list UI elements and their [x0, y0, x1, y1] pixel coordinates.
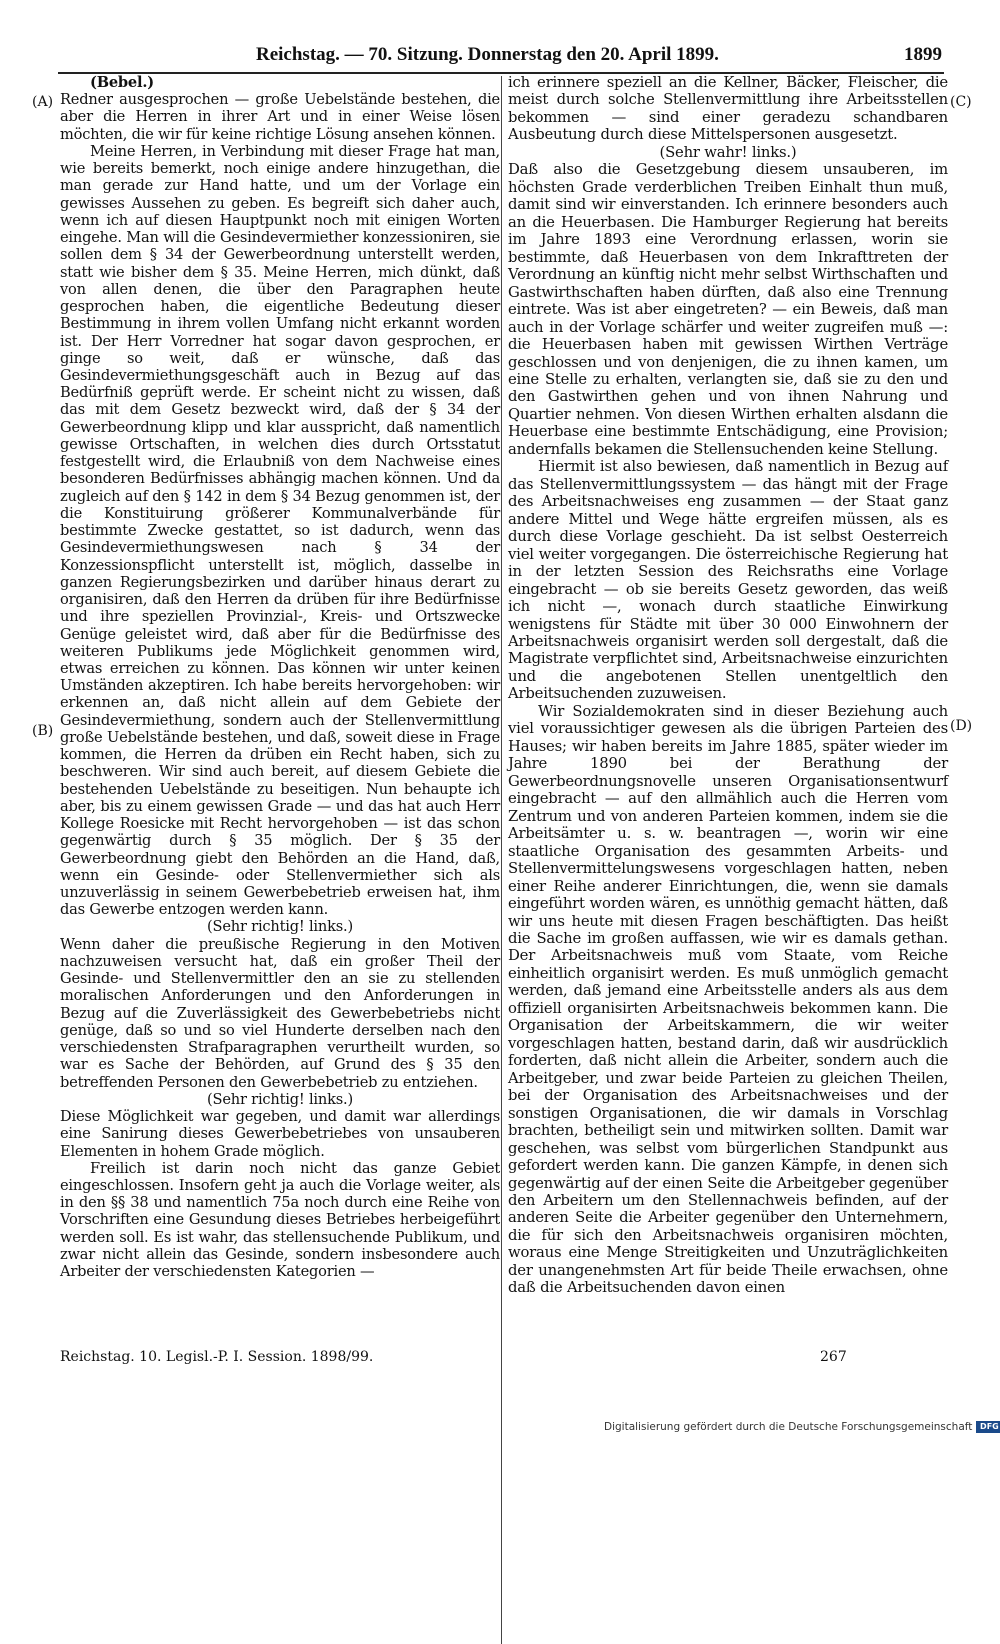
paragraph: Wir Sozialdemokraten sind in dieser Beziehung auch viel voraussichtiger gewesen als die übrigen Parteien des Hauses; wir haben bereits im Jahre 1885, später wieder im Jahre 1890 bei der Berathung der Gewerbeordnungsnovelle unseren Organisationsentwurf eingebracht — auf den allmählich auch die Herren vom Zentrum und von anderen Parteien kommen, indem sie die Arbeitsämter u. s. w. beantragen —, worin wir eine staatliche Organisation des gesammten Arbeits- und Stellenvermittelungswesens vorgeschlagen hatten, neben einer Reihe anderer Einrichtungen, die, wenn sie damals eingeführt worden wären, es unnöthig gemacht hätten, daß wir uns heute mit diesen Fragen beschäftigten. Das heißt die Sache im großen auffassen, wie wir es damals gethan. Der Arbeitsnachweis muß vom Staate, vom Reiche einheitlich organisirt werden. Es muß unmöglich gemacht werden, daß jemand eine Arbeitsstelle anders als aus dem offiziell organisirten Arbeitsnachweis bekommen kann. Die Organisation der Arbeitskammern, die wir weiter vorgeschlagen hatten, bestand darin, daß wir ausdrücklich forderten, daß nicht allein die Arbeiter, sondern auch die Arbeitgeber, und zwar beide Parteien zu gleichen Theilen, bei der Organisation des Arbeitsnachweises und der sonstigen Organisationen, die wir damals in Vorschlag brachten, betheiligt sein und mitwirken sollten. Damit war geschehen, was selbst vom bürgerlichen Standpunkt aus gefordert werden kann. Die ganzen Kämpfe, in denen sich gegenwärtig auf der einen Seite die Arbeitgeber gegenüber den Arbeitern um den Stellennachweis befinden, auf der anderen Seite die Arbeiter gegenüber den Unternehmern, die für sich den Arbeitsnachweis organisiren möchten, woraus eine Menge Streitigkeiten und Unzuträglichkeiten der unangenehmsten Art für beide Theile erwachsen, ohne daß die Arbeitsuchenden davon einen	[508, 702, 948, 1297]
running-title: Reichstag. — 70. Sitzung. Donnerstag den 20. April 1899.	[256, 44, 719, 65]
margin-marker-d: (D)	[950, 718, 973, 734]
paragraph: ich erinnere speziell an die Kellner, Bäcker, Fleischer, die meist durch solche Stellenvermittlung ihre Arbeitsstellen bekommen — sind einer geradezu schandbaren Ausbeutung durch diese Mittelspersonen ausgesetzt.	[508, 74, 948, 144]
paragraph: Diese Möglichkeit war gegeben, und damit war allerdings eine Sanirung dieses Gewerbebetriebes von unsauberen Elementen in hohem Grade möglich.	[60, 1108, 500, 1160]
digitization-credit	[604, 1420, 1000, 1434]
interjection: (Sehr richtig! links.)	[207, 1090, 353, 1108]
right-column	[508, 74, 948, 1297]
paragraph: Daß also die Gesetzgebung diesem unsauberen, im höchsten Grade verderblichen Treiben Einhalt thun muß, damit sind wir einverstanden. Ich erinnere besonders auch an die Heuerbasen. Die Hamburger Regierung hat bereits im Jahre 1893 eine Verordnung erlassen, worin sie bestimmte, daß Heuerbasen von dem Inkrafttreten der Verordnung an künftig nicht mehr selbst Wirthschaften und Gastwirthschaften haben dürften, daß also eine Trennung eintrete. Was ist aber eingetreten? — ein Beweis, daß man auch in der Vorlage schärfer und weiter zugreifen muß —: die Heuerbasen haben mit gewissen Wirthen Verträge geschlossen und von denjenigen, die zu ihnen kamen, um eine Stelle zu erhalten, verlangten sie, daß sie zu den und den Gastwirthen gehen und von ihnen Nahrung und Quartier nehmen. Von diesen Wirthen erhalten alsdann die Heuerbase eine bestimmte Entschädigung, eine Provision; andernfalls bekamen die Stellensuchenden keine Stellung.	[508, 161, 948, 458]
page-header	[60, 44, 942, 70]
speaker-name: (Bebel.)	[90, 74, 154, 91]
paragraph: Redner ausgesprochen — große Uebelstände bestehen, die aber die Herren in ihrer Art und in einer Weise lösen möchten, die wir für keine richtige Lösung ansehen können.	[60, 91, 500, 143]
margin-marker-c: (C)	[950, 94, 972, 110]
interjection: (Sehr wahr! links.)	[659, 143, 797, 161]
paragraph: Wenn daher die preußische Regierung in den Motiven nachzuweisen versucht hat, daß ein großer Theil der Gesinde- und Stellenvermittler den an sie zu stellenden moralischen Anforderungen und den Anforderungen in Bezug auf die Zuverlässigkeit des Gewerbebetriebs nicht genüge, daß so und so viel Hunderte derselben nach den verschiedensten Strafparagraphen verurtheilt wurden, so war es Sache der Behörden, auf Grund des § 35 den betreffenden Personen den Gewerbebetrieb zu entziehen.	[60, 935, 500, 1091]
left-column	[60, 74, 500, 1280]
paragraph: Meine Herren, in Verbindung mit dieser Frage hat man, wie bereits bemerkt, noch einige andere hinzugethan, die man gerade zur Hand hatte, und um der Vorlage ein gewisses Aussehen zu geben. Es begreift sich daher auch, wenn ich auf diesen Hauptpunkt noch mit einigen Worten eingehe. Man will die Gesindevermiether konzessioniren, sie sollen dem § 34 der Gewerbeordnung unterstellt werden, statt wie bisher dem § 35. Meine Herren, mich dünkt, daß von allen denen, die über den Paragraphen heute gesprochen haben, die eigentliche Bedeutung dieser Bestimmung in ihrem vollen Umfang nicht erkannt worden ist. Der Herr Vorredner hat sogar davon gesprochen, er ginge so weit, daß er wünsche, daß das Gesindevermiethungsgeschäft auch in Bezug auf das Bedürfniß geprüft werde. Er scheint nicht zu wissen, daß das mit dem Gesetz bezweckt wird, daß der § 34 der Gewerbeordnung klipp und klar ausspricht, daß namentlich gewisse Ortschaften, in welchen dies durch Ortsstatut festgestellt wird, die Erlaubniß von dem Nachweise eines besonderen Bedürfnisses abhängig machen können. Und da zugleich auf den § 142 in dem § 34 Bezug genommen ist, der die Konstituirung größerer Kommunalverbände für bestimmte Zwecke gestattet, so ist dadurch, wenn das Gesindevermiethungswesen nach § 34 der Konzessionspflicht unterstellt ist, möglich, dasselbe in ganzen Regierungsbezirken und darüber hinaus derart zu organisiren, daß den Herren da drüben für ihre Bedürfnisse und ihre speziellen Provinzial-, Kreis- und Ortszwecke Genüge geleistet wird, daß aber für die Bedürfnisse des weiteren Publikums jede Möglichkeit genommen wird, etwas erreichen zu können. Das können wir unter keinen Umständen akzeptiren. Ich habe bereits hervorgehoben: wir erkennen an, daß nicht allein auf dem Gebiete der Gesindevermiethung, sondern auch der Stellenvermittlung große Uebelstände bestehen, und daß, soweit diese in Frage kommen, die Herren da drüben ein Recht haben, sich zu beschweren. Wir sind auch bereit, auf diesem Gebiete die bestehenden Uebelstände zu beseitigen. Nun behaupte ich aber, bis zu einem gewissen Grade — und das hat auch Herr Kollege Roesicke mit Recht hervorgehoben — ist das schon gegenwärtig durch § 35 möglich. Der § 35 der Gewerbeordnung giebt den Behörden an die Hand, daß, wenn ein Gesinde- oder Stellenvermiether sich als unzuverlässig in seinem Gewerbebetrieb erweisen hat, ihm das Gewerbe entzogen werden kann.	[60, 142, 500, 919]
paragraph: Hiermit ist also bewiesen, daß namentlich in Bezug auf das Stellenvermittlungssystem — das hängt mit der Frage des Arbeitsnachweises eng zusammen — der Staat ganz andere Mittel und Wege hätte ergreifen müssen, als es durch diese Vorlage geschieht. Da ist selbst Oesterreich viel weiter vorgegangen. Die österreichische Regierung hat in der letzten Session des Reichsraths eine Vorlage eingebracht — ob sie bereits Gesetz geworden, das weiß ich nicht —, wonach durch staatliche Einwirkung wenigstens für Städte mit über 30 000 Einwohnern der Arbeitsnachweis organisirt werden soll dergestalt, daß die Magistrate verpflichtet sind, Arbeitsnachweise einzurichten und die angebotenen Stellen unentgeltlich den Arbeitsuchenden zuzuweisen.	[508, 458, 948, 703]
credit-text: Digitalisierung gefördert durch die Deutsche Forschungsgemeinschaft	[604, 1421, 973, 1433]
footer-session-info: Reichstag. 10. Legisl.-P. I. Session. 1898/99.	[60, 1349, 374, 1365]
footer-sheet-number: 267	[820, 1349, 847, 1365]
dfg-logo: DFG	[976, 1421, 1000, 1433]
page-number: 1899	[904, 44, 942, 65]
interjection: (Sehr richtig! links.)	[207, 918, 353, 936]
margin-marker-a: (A)	[32, 94, 54, 110]
margin-marker-b: (B)	[32, 723, 54, 739]
paragraph: Freilich ist darin noch nicht das ganze Gebiet eingeschlossen. Insofern geht ja auch die Vorlage weiter, als in den §§ 38 und namentlich 75a noch durch eine Reihe von Vorschriften eine Gesundung dieses Betriebes herbeigeführt werden soll. Es ist wahr, das stellensuchende Publikum, und zwar nicht allein das Gesinde, sondern insbesondere auch Arbeiter der verschiedensten Kategorien —	[60, 1159, 500, 1281]
column-divider	[501, 76, 502, 1644]
